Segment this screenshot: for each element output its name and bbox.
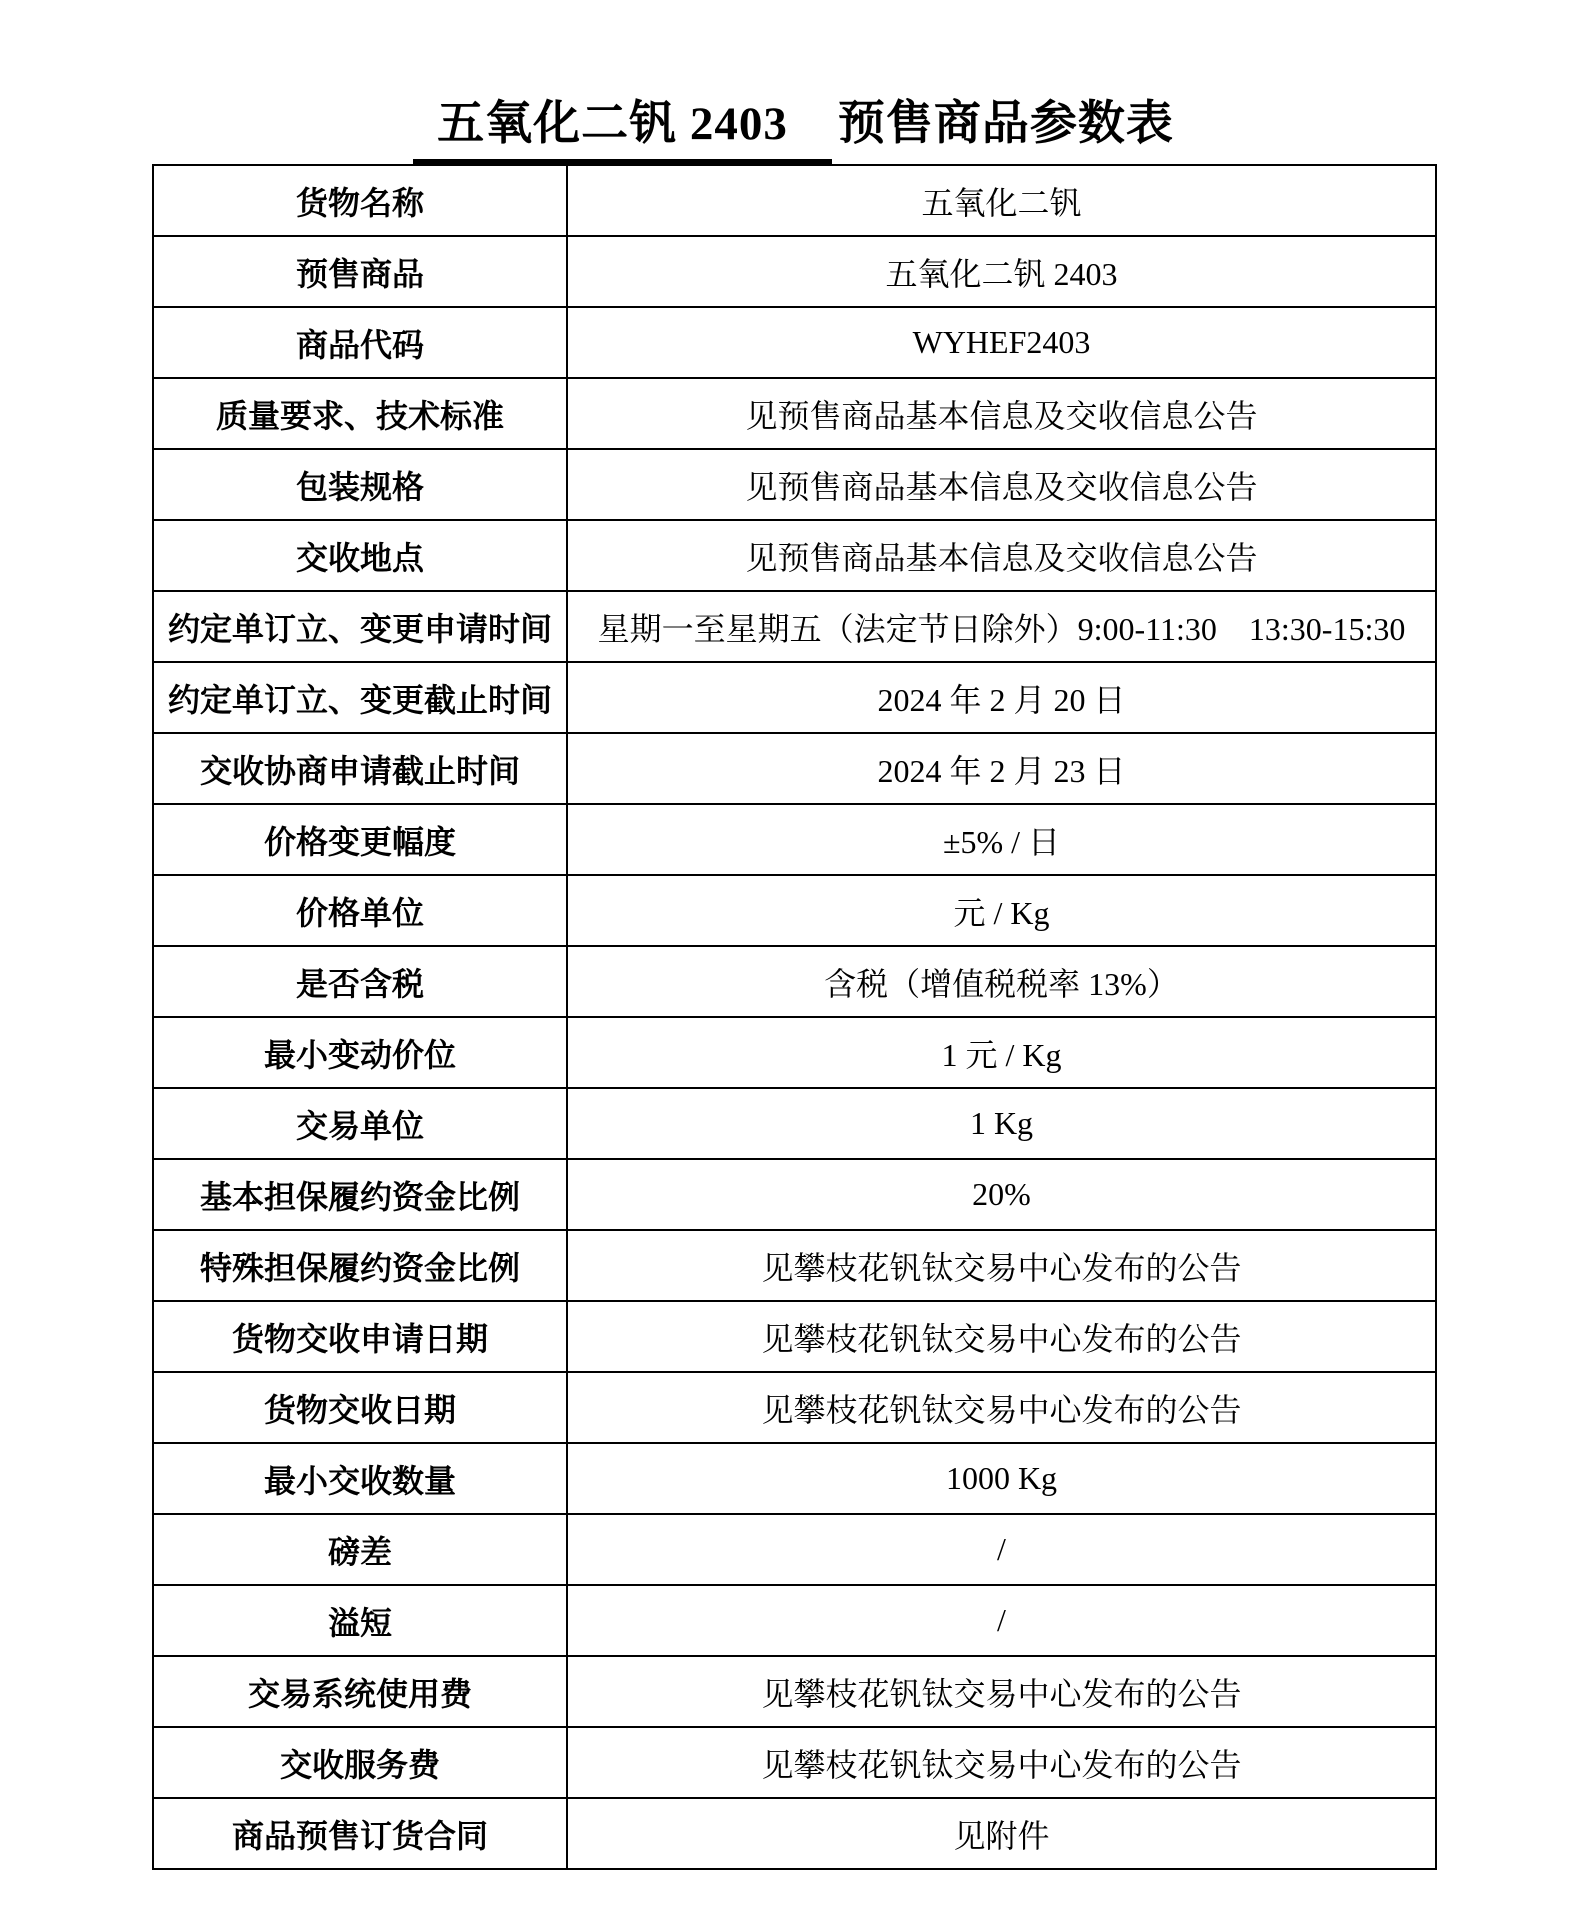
param-value: 含税（增值税税率 13%） <box>567 946 1436 1017</box>
table-row <box>153 307 1436 378</box>
param-value: 1000 Kg <box>567 1443 1436 1514</box>
param-label: 货物名称 <box>153 165 567 236</box>
param-value: / <box>567 1585 1436 1656</box>
param-value: 2024 年 2 月 20 日 <box>567 662 1436 733</box>
table-row <box>153 875 1436 946</box>
param-value: 元 / Kg <box>567 875 1436 946</box>
table-row <box>153 1230 1436 1301</box>
param-label: 交收地点 <box>153 520 567 591</box>
parameter-table-body <box>153 165 1436 1869</box>
param-label: 约定单订立、变更截止时间 <box>153 662 567 733</box>
table-row <box>153 662 1436 733</box>
table-row <box>153 1017 1436 1088</box>
param-label: 商品代码 <box>153 307 567 378</box>
param-label: 交收协商申请截止时间 <box>153 733 567 804</box>
table-row <box>153 236 1436 307</box>
param-value: 见预售商品基本信息及交收信息公告 <box>567 378 1436 449</box>
param-value: 1 Kg <box>567 1088 1436 1159</box>
param-label: 约定单订立、变更申请时间 <box>153 591 567 662</box>
param-value: ±5% / 日 <box>567 804 1436 875</box>
param-value: 见附件 <box>567 1798 1436 1869</box>
table-row <box>153 1585 1436 1656</box>
param-label: 特殊担保履约资金比例 <box>153 1230 567 1301</box>
param-value: 五氧化二钒 <box>567 165 1436 236</box>
param-label: 价格单位 <box>153 875 567 946</box>
param-value: 1 元 / Kg <box>567 1017 1436 1088</box>
table-row <box>153 1443 1436 1514</box>
param-label: 包装规格 <box>153 449 567 520</box>
table-row <box>153 1372 1436 1443</box>
param-label: 基本担保履约资金比例 <box>153 1159 567 1230</box>
param-label: 交易单位 <box>153 1088 567 1159</box>
table-row <box>153 165 1436 236</box>
parameter-table <box>152 164 1437 1870</box>
param-value: 见攀枝花钒钛交易中心发布的公告 <box>567 1727 1436 1798</box>
param-value: 见预售商品基本信息及交收信息公告 <box>567 449 1436 520</box>
param-label: 交收服务费 <box>153 1727 567 1798</box>
param-value: 五氧化二钒 2403 <box>567 236 1436 307</box>
param-value: 见攀枝花钒钛交易中心发布的公告 <box>567 1656 1436 1727</box>
table-row <box>153 1798 1436 1869</box>
table-row <box>153 946 1436 1017</box>
table-row <box>153 1656 1436 1727</box>
param-value: 星期一至星期五（法定节日除外）9:00-11:30 13:30-15:30 <box>567 591 1436 662</box>
param-value: 见预售商品基本信息及交收信息公告 <box>567 520 1436 591</box>
param-value: 见攀枝花钒钛交易中心发布的公告 <box>567 1301 1436 1372</box>
table-row <box>153 1088 1436 1159</box>
table-row <box>153 1301 1436 1372</box>
param-label: 最小交收数量 <box>153 1443 567 1514</box>
table-row <box>153 733 1436 804</box>
param-label: 货物交收日期 <box>153 1372 567 1443</box>
table-row <box>153 449 1436 520</box>
title-product-code: 五氧化二钒 2403 <box>413 86 832 164</box>
title-suffix: 预售商品参数表 <box>837 98 1174 150</box>
param-label: 最小变动价位 <box>153 1017 567 1088</box>
table-row <box>153 1514 1436 1585</box>
param-label: 交易系统使用费 <box>153 1656 567 1727</box>
table-row <box>153 1159 1436 1230</box>
param-label: 预售商品 <box>153 236 567 307</box>
param-label: 商品预售订货合同 <box>153 1798 567 1869</box>
table-row <box>153 378 1436 449</box>
param-value: / <box>567 1514 1436 1585</box>
param-label: 溢短 <box>153 1585 567 1656</box>
param-value: WYHEF2403 <box>567 307 1436 378</box>
param-label: 价格变更幅度 <box>153 804 567 875</box>
param-label: 货物交收申请日期 <box>153 1301 567 1372</box>
table-row <box>153 520 1436 591</box>
param-value: 2024 年 2 月 23 日 <box>567 733 1436 804</box>
param-label: 是否含税 <box>153 946 567 1017</box>
param-value: 20% <box>567 1159 1436 1230</box>
table-row <box>153 591 1436 662</box>
param-label: 磅差 <box>153 1514 567 1585</box>
table-row <box>153 804 1436 875</box>
param-value: 见攀枝花钒钛交易中心发布的公告 <box>567 1372 1436 1443</box>
param-label: 质量要求、技术标准 <box>153 378 567 449</box>
param-value: 见攀枝花钒钛交易中心发布的公告 <box>567 1230 1436 1301</box>
page-title <box>0 86 1587 164</box>
table-row <box>153 1727 1436 1798</box>
